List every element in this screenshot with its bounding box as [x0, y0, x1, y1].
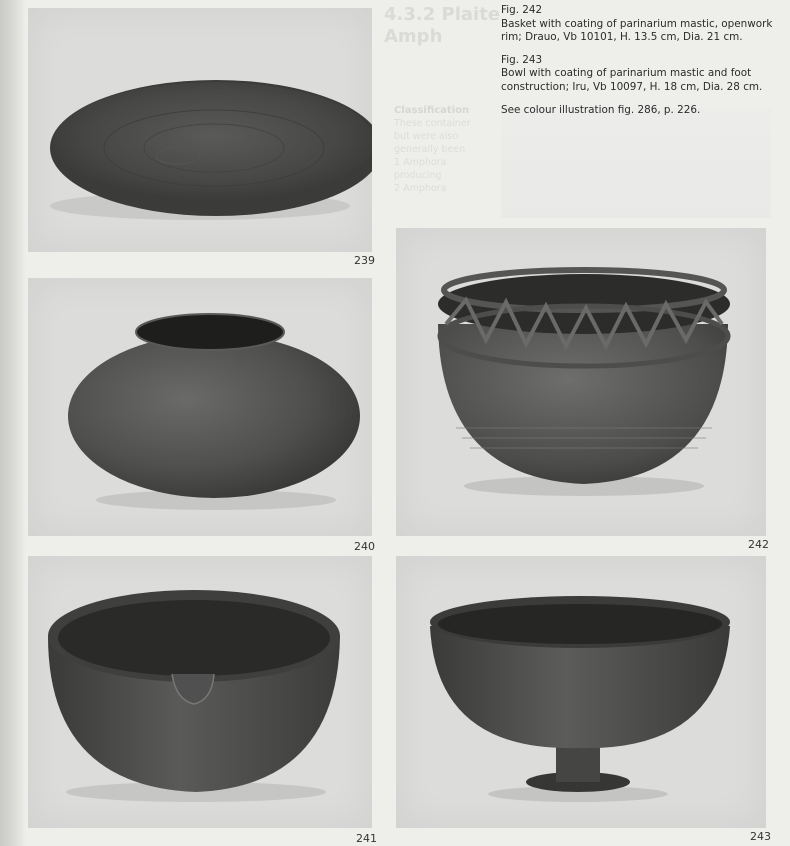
photo-fig-240	[28, 278, 372, 536]
openwork-basket-image	[396, 228, 766, 536]
photo-fig-242	[396, 228, 766, 536]
caption-fig-243	[501, 54, 783, 95]
ghost-text-line: generally been	[394, 144, 466, 155]
ghost-text-line: These container	[394, 118, 471, 129]
ghost-section-heading: 4.3.2 Plaite Amph	[384, 4, 501, 47]
caption-title: Fig. 243	[501, 53, 543, 66]
figure-number-240: 240	[354, 540, 375, 553]
figure-number-241: 241	[356, 832, 377, 845]
ghost-text-line: producing	[394, 170, 442, 181]
ghost-section-text	[394, 104, 500, 195]
page-gutter-shadow	[0, 0, 26, 846]
footed-bowl-image	[396, 556, 766, 828]
photo-fig-243	[396, 556, 766, 828]
figure-number-239: 239	[354, 254, 375, 267]
ghost-text-line: 2 Amphora	[394, 183, 447, 194]
photo-fig-241	[28, 556, 372, 828]
caption-title: Fig. 242	[501, 4, 543, 16]
caption-text: Basket with coating of parinarium mastic, openwork rim; Drauo, Vb 10101, H. 13.5 cm, Dia. 21 cm.	[501, 17, 773, 44]
ghost-text-line: but were also	[394, 131, 459, 142]
caption-fig-242	[501, 4, 783, 45]
see-also-note: See colour illustration fig. 286, p. 226.	[501, 103, 701, 116]
ghost-text-line: 1 Amphora	[394, 157, 447, 168]
plate-image	[28, 8, 372, 252]
ghost-text-heading: Classification	[394, 105, 470, 116]
figure-number-243: 243	[750, 830, 771, 843]
photo-fig-239	[28, 8, 372, 252]
round-bowl-image	[28, 278, 372, 536]
open-bowl-image	[28, 556, 372, 828]
caption-text: Bowl with coating of parinarium mastic and foot construction; Iru, Vb 10097, H. 18 cm, Dia. 28 cm.	[501, 67, 763, 93]
caption-block	[501, 4, 783, 126]
figure-number-242: 242	[748, 538, 769, 551]
